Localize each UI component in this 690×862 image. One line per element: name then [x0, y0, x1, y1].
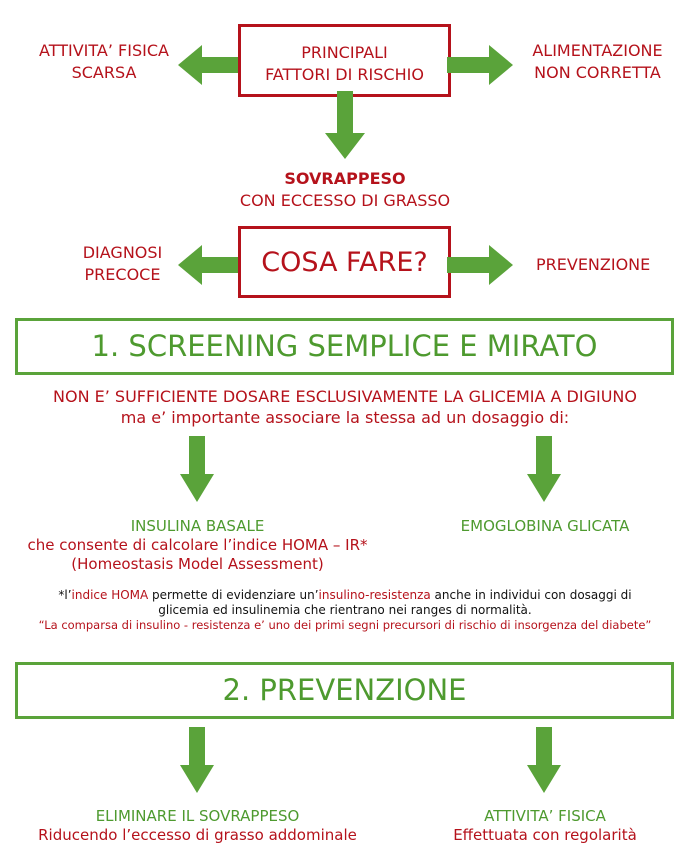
note-line2: glicemia ed insulinemia che rientrano nei ranges di normalità. [158, 603, 532, 617]
arrow-left-icon [178, 45, 240, 85]
risk-box-line1: PRINCIPALI [301, 43, 388, 62]
screening-warning [0, 386, 690, 428]
warning-line1: NON E’ SUFFICIENTE DOSARE ESCLUSIVAMENTE LA GLICEMIA A DIGIUNO [53, 387, 637, 406]
prevention-title-box [15, 662, 674, 719]
reduce-overweight-title: ELIMINARE IL SOVRAPPESO [95, 807, 300, 825]
risk-left-label [14, 40, 194, 84]
risk-right-line1: ALIMENTAZIONE [532, 41, 663, 60]
arrow-down-icon [180, 436, 214, 502]
note-part-c: permette di evidenziare un’ [148, 588, 319, 602]
arrow-right-icon [447, 45, 513, 85]
note-part-e: anche in individui con dosaggi di [430, 588, 632, 602]
note-homa: indice HOMA [71, 588, 149, 602]
physical-activity-sub: Effettuata con regolarità [453, 826, 637, 844]
note-insulin-resistance: insulino-resistenza [318, 588, 431, 602]
note-part-a: *l’ [58, 588, 72, 602]
homa-note [0, 588, 690, 633]
screening-title-box [15, 318, 674, 375]
overweight-line2: CON ECCESSO DI GRASSO [239, 191, 451, 210]
risk-box-line2: FATTORI DI RISCHIO [265, 65, 424, 84]
overweight-label [195, 168, 495, 212]
arrow-left-icon [178, 245, 240, 285]
diagnosis-line2: PRECOCE [84, 265, 161, 284]
reduce-overweight-block [0, 807, 395, 845]
arrow-right-icon [447, 245, 513, 285]
physical-activity-title: ATTIVITA’ FISICA [484, 807, 606, 825]
reduce-overweight-sub: Riducendo l’eccesso di grasso addominale [38, 826, 357, 844]
what-to-do-box [238, 226, 451, 298]
arrow-down-icon [325, 91, 365, 159]
note-line1 [0, 588, 690, 603]
screening-title: 1. SCREENING SEMPLICE E MIRATO [91, 329, 598, 363]
overweight-line1: SOVRAPPESO [284, 169, 406, 188]
risk-right-line2: NON CORRETTA [534, 63, 661, 82]
insulin-line3: (Homeostasis Model Assessment) [71, 555, 324, 573]
what-to-do-text: COSA FARE? [261, 247, 428, 278]
hba1c-title: EMOGLOBINA GLICATA [460, 517, 630, 535]
insulin-block [0, 517, 395, 574]
note-quote: “La comparsa di insulino - resistenza e’ uno dei primi segni precursori di rischio di insorgenza del diabete” [38, 618, 652, 632]
diagnosis-label [60, 242, 185, 286]
risk-right-label [510, 40, 685, 84]
diagnosis-line1: DIAGNOSI [82, 243, 163, 262]
insulin-line2: che consente di calcolare l’indice HOMA – IR* [27, 536, 368, 554]
arrow-down-icon [180, 727, 214, 793]
risk-left-line1: ATTIVITA’ FISICA [39, 41, 169, 60]
insulin-title: INSULINA BASALE [130, 517, 265, 535]
warning-line2: ma e’ importante associare la stessa ad un dosaggio di: [120, 408, 570, 427]
arrow-down-icon [527, 436, 561, 502]
physical-activity-block [430, 807, 660, 845]
prevention-label: PREVENZIONE [536, 255, 651, 274]
arrow-down-icon [527, 727, 561, 793]
risk-factors-box [238, 24, 451, 97]
risk-left-line2: SCARSA [71, 63, 137, 82]
prevention-title: 2. PREVENZIONE [222, 673, 467, 707]
